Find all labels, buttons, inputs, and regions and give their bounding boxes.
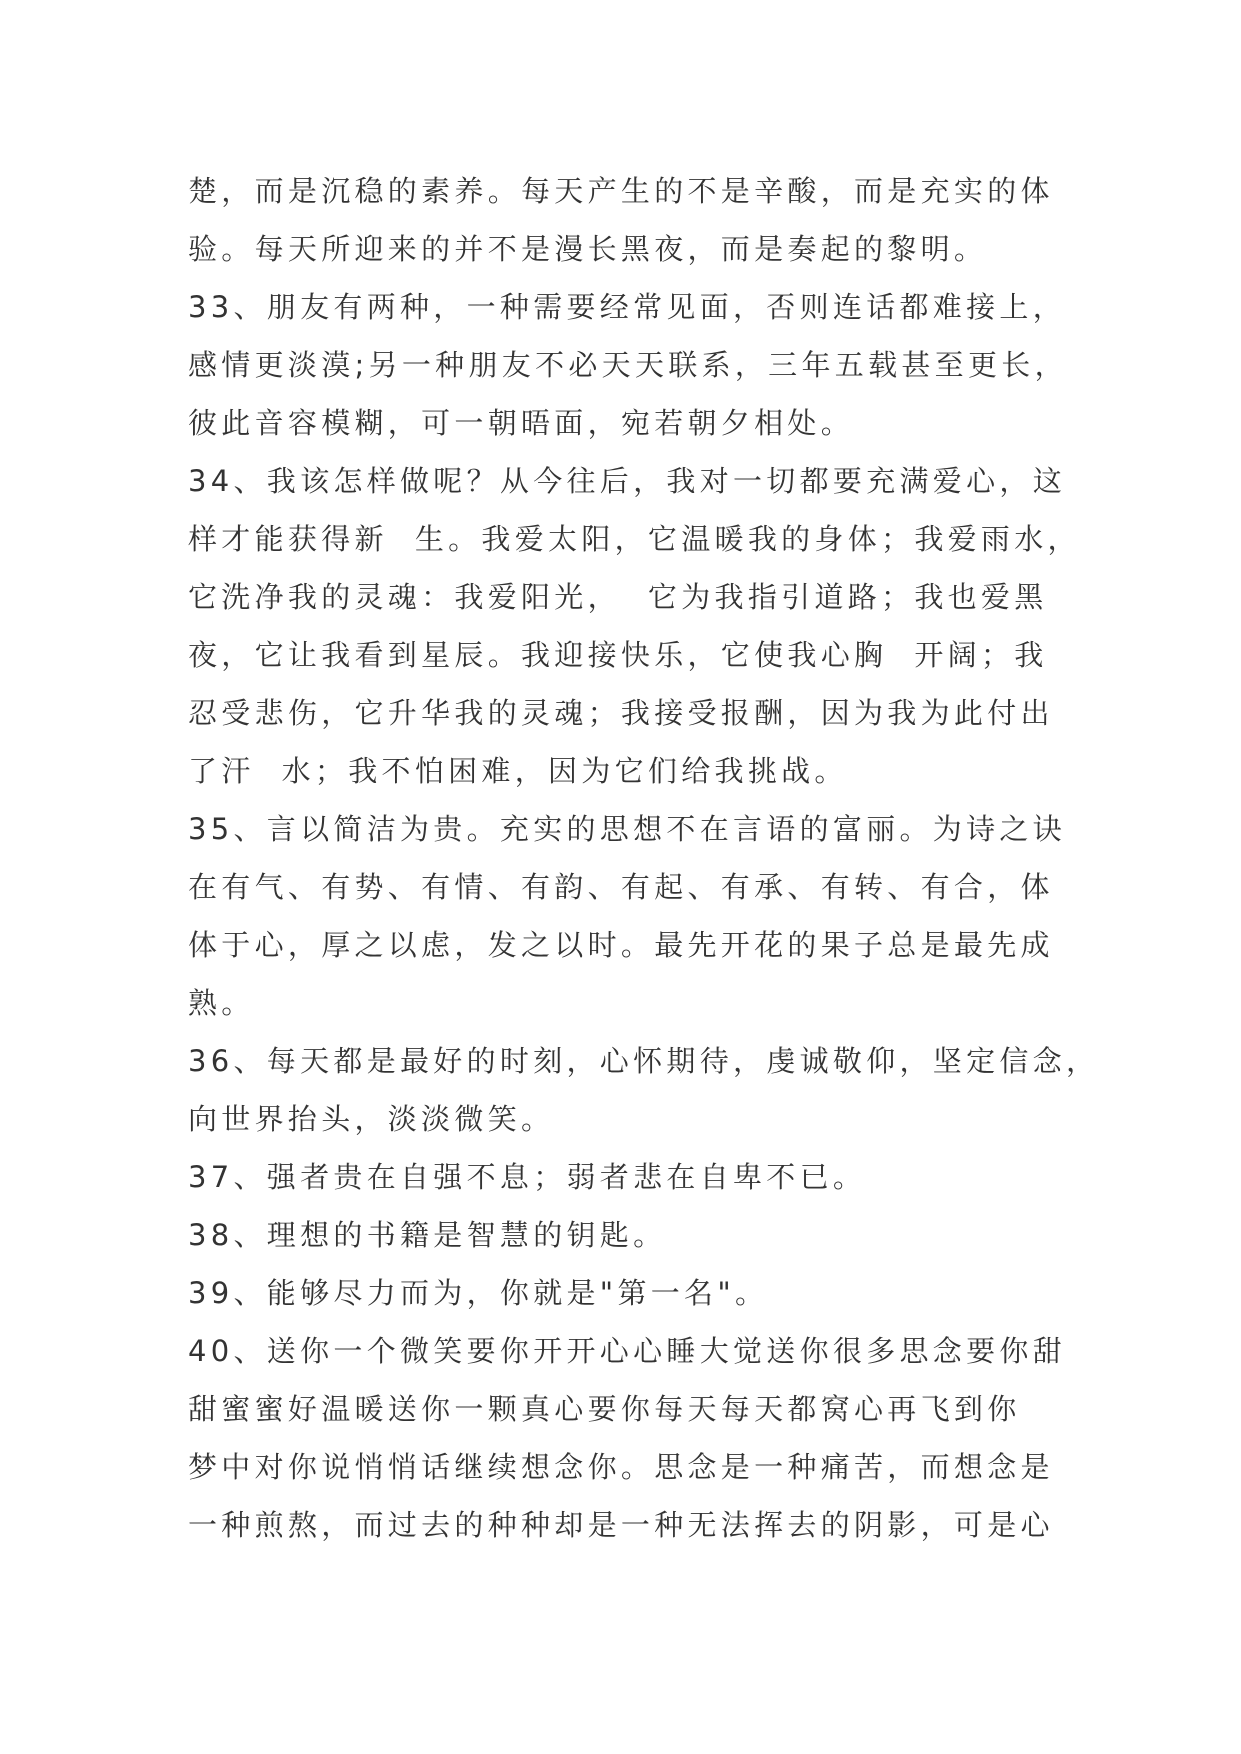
text-line: 梦中对你说悄悄话继续想念你。思念是一种痛苦，而想念是 xyxy=(188,1450,1054,1484)
text-line: 了汗 水；我不怕困难，因为它们给我挑战。 xyxy=(188,754,848,788)
text-line: 它洗净我的灵魂：我爱阳光， 它为我指引道路；我也爱黑 xyxy=(188,580,1048,614)
text-line: 在有气、有势、有情、有韵、有起、有承、有转、有合，体 xyxy=(188,870,1054,904)
text-line: 样才能获得新 生。我爱太阳，它温暖我的身体；我爱雨水， xyxy=(188,522,1081,556)
text-line: 感情更淡漠;另一种朋友不必天天联系，三年五载甚至更长， xyxy=(188,348,1068,382)
body-text xyxy=(188,162,1100,1554)
text-line: 39、能够尽力而为，你就是"第一名"。 xyxy=(188,1276,769,1310)
text-line: 38、理想的书籍是智慧的钥匙。 xyxy=(188,1218,667,1252)
text-line: 34、我该怎样做呢？从今往后，我对一切都要充满爱心，这 xyxy=(188,464,1067,498)
text-line: 40、送你一个微笑要你开开心心睡大觉送你很多思念要你甜 xyxy=(188,1334,1067,1368)
text-line: 向世界抬头，淡淡微笑。 xyxy=(188,1102,555,1136)
text-line: 彼此音容模糊，可一朝晤面，宛若朝夕相处。 xyxy=(188,406,855,440)
text-line: 37、强者贵在自强不息；弱者悲在自卑不已。 xyxy=(188,1160,867,1194)
text-line: 甜蜜蜜好温暖送你一颗真心要你每天每天都窝心再飞到你 xyxy=(188,1392,1021,1426)
text-line: 验。每天所迎来的并不是漫长黑夜，而是奏起的黎明。 xyxy=(188,232,988,266)
text-line: 夜，它让我看到星辰。我迎接快乐，它使我心胸 开阔；我 xyxy=(188,638,1048,672)
text-line: 楚，而是沉稳的素养。每天产生的不是辛酸，而是充实的体 xyxy=(188,174,1054,208)
text-line: 33、朋友有两种，一种需要经常见面，否则连话都难接上， xyxy=(188,290,1067,324)
text-line: 忍受悲伤，它升华我的灵魂；我接受报酬，因为我为此付出 xyxy=(188,696,1054,730)
text-line: 35、言以简洁为贵。充实的思想不在言语的富丽。为诗之诀 xyxy=(188,812,1067,846)
text-line: 熟。 xyxy=(188,986,255,1020)
text-line: 体于心，厚之以虑，发之以时。最先开花的果子总是最先成 xyxy=(188,928,1054,962)
text-line: 一种煎熬，而过去的种种却是一种无法挥去的阴影，可是心 xyxy=(188,1508,1054,1542)
text-line: 36、每天都是最好的时刻，心怀期待，虔诚敬仰，坚定信念， xyxy=(188,1044,1100,1078)
